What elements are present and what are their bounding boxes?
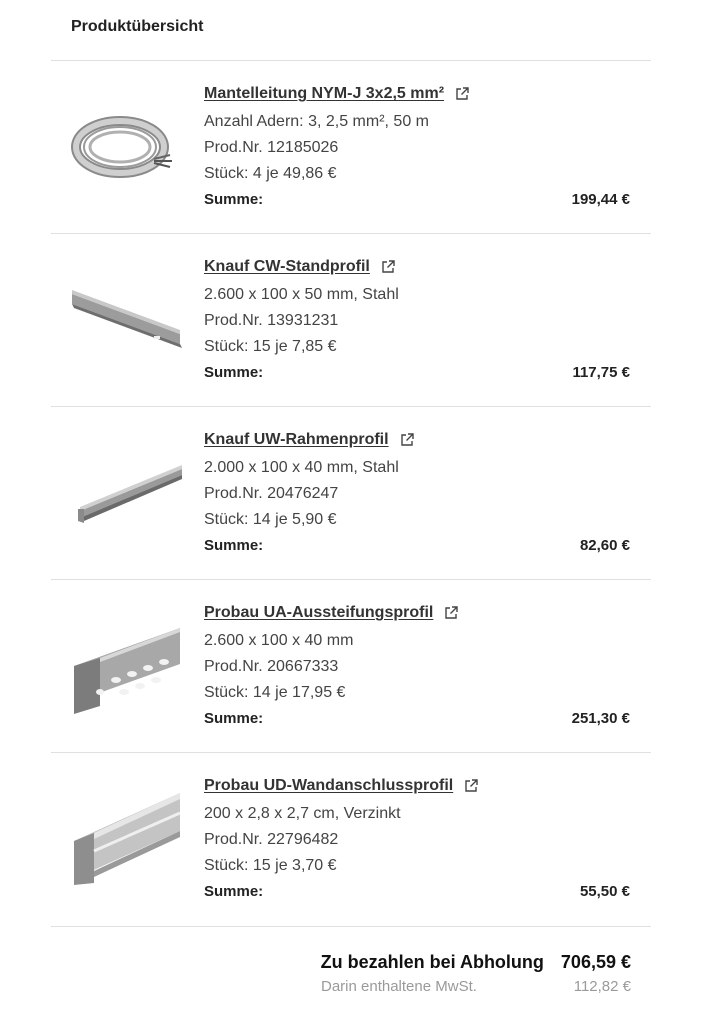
product-number: Prod.Nr. 12185026: [204, 139, 339, 156]
product-sum-row: [204, 706, 630, 732]
ua-profile-image: [70, 618, 183, 714]
product-item: [51, 233, 651, 406]
product-item: [51, 752, 651, 925]
external-link-icon[interactable]: [443, 605, 459, 621]
product-detail: 2.000 x 100 x 40 mm, Stahl: [204, 459, 399, 476]
product-detail: 2.600 x 100 x 50 mm, Stahl: [204, 286, 399, 303]
external-link-icon[interactable]: [463, 778, 479, 794]
total-value: 706,59 €: [560, 952, 631, 972]
sum-value: 82,60 €: [579, 537, 630, 554]
product-number: Prod.Nr. 22796482: [204, 831, 339, 848]
vat-row: [300, 978, 631, 995]
ud-profile-image: [70, 791, 183, 887]
product-name-link[interactable]: Mantelleitung NYM-J 3x2,5 mm²: [204, 85, 445, 102]
sum-value: 55,50 €: [579, 883, 630, 900]
product-quantity: Stück: 14 je 5,90 €: [204, 511, 337, 528]
vat-value: 112,82 €: [573, 978, 631, 995]
page-title: Produktübersicht: [71, 18, 204, 35]
product-name-link[interactable]: Probau UA-Aussteifungsprofil: [204, 604, 434, 621]
cable-coil-image: [70, 99, 183, 195]
product-sum-row: [204, 533, 630, 559]
total-label: Zu bezahlen bei Abholung: [320, 952, 544, 972]
sum-label: Summe:: [204, 710, 264, 727]
sum-label: Summe:: [204, 537, 264, 554]
product-sum-row: [204, 879, 630, 905]
product-detail: 2.600 x 100 x 40 mm: [204, 632, 354, 649]
sum-label: Summe:: [204, 883, 264, 900]
sum-label: Summe:: [204, 364, 264, 381]
product-name-link[interactable]: Knauf UW-Rahmenprofil: [204, 431, 389, 448]
product-detail: Anzahl Adern: 3, 2,5 mm², 50 m: [204, 113, 429, 130]
product-quantity: Stück: 15 je 3,70 €: [204, 857, 337, 874]
product-item: [51, 579, 651, 752]
product-sum-row: [204, 187, 630, 213]
external-link-icon[interactable]: [454, 86, 470, 102]
product-name-link[interactable]: Probau UD-Wandanschlussprofil: [204, 777, 454, 794]
product-number: Prod.Nr. 20667333: [204, 658, 339, 675]
product-item: [51, 406, 651, 579]
uw-profile-image: [70, 445, 183, 541]
product-number: Prod.Nr. 20476247: [204, 485, 339, 502]
product-item: [51, 60, 651, 233]
cw-profile-image: [70, 272, 183, 368]
product-sum-row: [204, 360, 630, 386]
vat-label: Darin enthaltene MwSt.: [321, 978, 477, 995]
external-link-icon[interactable]: [399, 432, 415, 448]
external-link-icon[interactable]: [380, 259, 396, 275]
product-quantity: Stück: 15 je 7,85 €: [204, 338, 337, 355]
sum-value: 199,44 €: [571, 191, 630, 208]
product-quantity: Stück: 4 je 49,86 €: [204, 165, 337, 182]
sum-value: 251,30 €: [571, 710, 630, 727]
divider: [51, 926, 651, 927]
sum-label: Summe:: [204, 191, 264, 208]
product-detail: 200 x 2,8 x 2,7 cm, Verzinkt: [204, 805, 401, 822]
product-name-link[interactable]: Knauf CW-Standprofil: [204, 258, 370, 275]
sum-value: 117,75 €: [572, 364, 630, 381]
product-quantity: Stück: 14 je 17,95 €: [204, 684, 346, 701]
total-row: [300, 952, 631, 973]
product-number: Prod.Nr. 13931231: [204, 312, 339, 329]
